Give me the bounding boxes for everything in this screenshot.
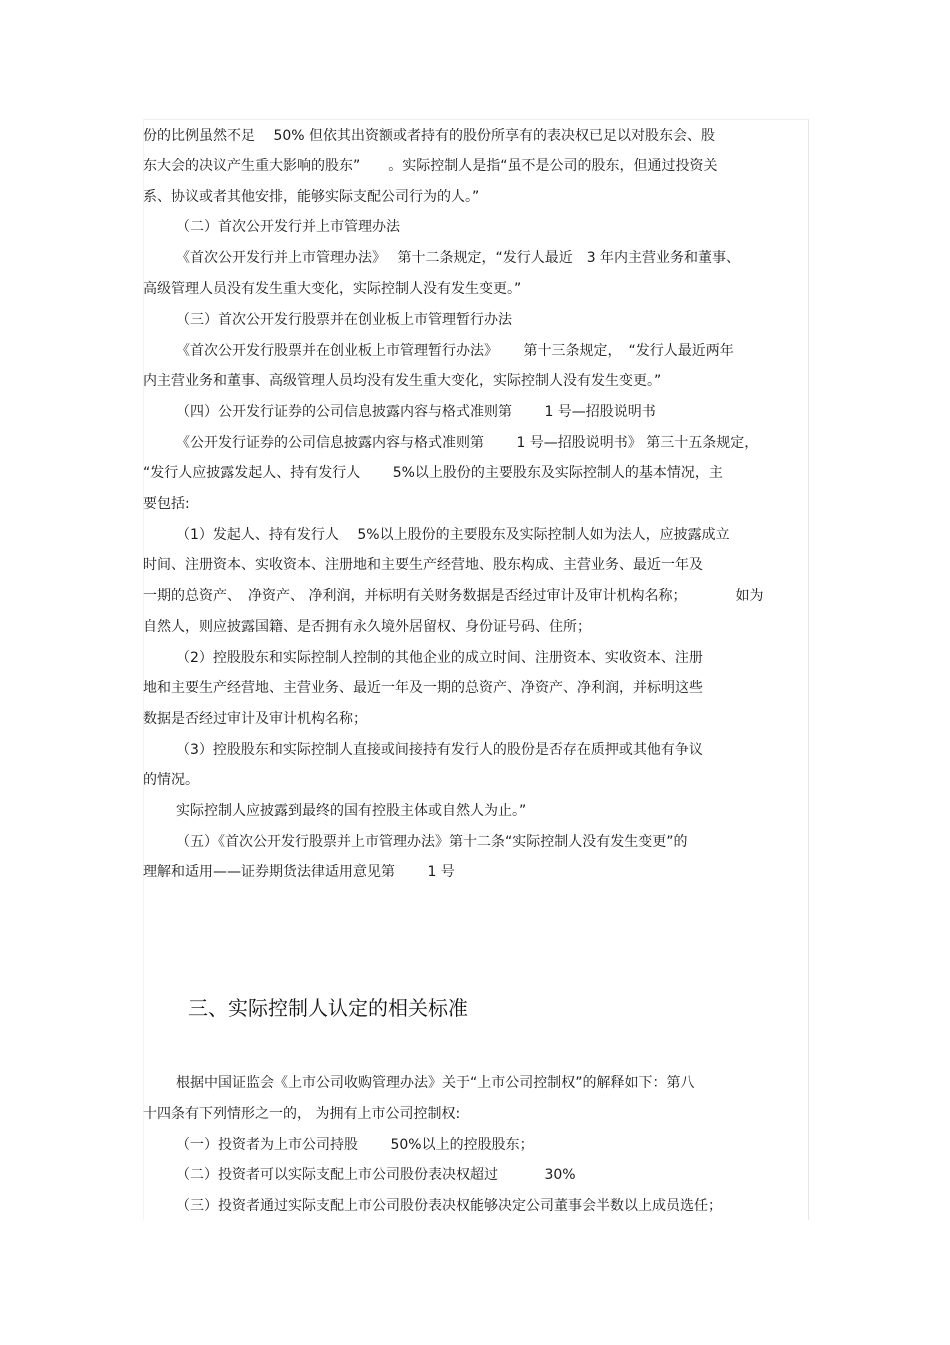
subsection-title: （三）首次公开发行股票并在创业板上市管理暂行办法 — [176, 312, 512, 328]
section-heading: 三、实际控制人认定的相关标准 — [188, 996, 468, 1020]
text-line: 时间、注册资本、实收资本、注册地和主要生产经营地、股东构成、主营业务、最近一年及 — [143, 557, 703, 573]
list-item: （1）发起人、持有发行人 5%以上股份的主要股东及实际控制人如为法人，应披露成立 — [176, 527, 730, 543]
text-line: 数据是否经过审计及审计机构名称； — [143, 711, 367, 727]
subsection-title: （五）《首次公开发行股票并上市管理办法》第十二条“实际控制人没有发生变更”的 — [176, 834, 688, 850]
text-line: 份的比例虽然不足 50% 但依其出资额或者持有的股份所享有的表决权已足以对股东会、股 — [143, 128, 716, 144]
text-line: 的情况。 — [143, 772, 199, 788]
subsection-title: （四）公开发行证券的公司信息披露内容与格式准则第 1 号—招股说明书 — [176, 404, 656, 420]
text-line: 内主营业务和董事、高级管理人员均没有发生重大变化，实际控制人没有发生变更。” — [143, 373, 662, 389]
text-line: 《公开发行证券的公司信息披露内容与格式准则第 1 号—招股说明书》 第三十五条规定， — [176, 435, 759, 451]
text-line: 要包括: — [143, 496, 190, 512]
text-line: 《首次公开发行并上市管理办法》 第十二条规定，“发行人最近 3 年内主营业务和董事、 — [176, 250, 741, 266]
text-line: 根据中国证监会《上市公司收购管理办法》关于“上市公司控制权”的解释如下：第八 — [176, 1075, 695, 1091]
text-line: 实际控制人应披露到最终的国有控股主体或自然人为止。” — [176, 803, 527, 819]
list-item: （3）控股股东和实际控制人直接或间接持有发行人的股份是否存在质押或其他有争议 — [176, 742, 703, 758]
text-line: 系、协议或者其他安排，能够实际支配公司行为的人。” — [143, 189, 480, 205]
text-line: “发行人应披露发起人、持有发行人 5%以上股份的主要股东及实际控制人的基本情况，主 — [143, 465, 723, 481]
text-line: 高级管理人员没有发生重大变化，实际控制人没有发生变更。” — [143, 281, 522, 297]
list-item: （一）投资者为上市公司持股 50%以上的控股股东； — [176, 1137, 534, 1153]
list-item: （2）控股股东和实际控制人控制的其他企业的成立时间、注册资本、实收资本、注册 — [176, 650, 703, 666]
text-line: 理解和适用——证券期货法律适用意见第 1 号 — [143, 864, 455, 880]
text-line: 自然人，则应披露国籍、是否拥有永久境外居留权、身份证号码、住所； — [143, 619, 591, 635]
subsection-title: （二）首次公开发行并上市管理办法 — [176, 219, 400, 235]
text-line: 一期的总资产、 净资产、 净利润，并标明有关财务数据是否经过审计及审计机构名称； 如为 — [143, 588, 764, 604]
list-item: （三）投资者通过实际支配上市公司股份表决权能够决定公司董事会半数以上成员选任； — [176, 1198, 722, 1214]
text-line: 十四条有下列情形之一的， 为拥有上市公司控制权: — [143, 1106, 461, 1122]
text-line: 东大会的决议产生重大影响的股东” 。实际控制人是指“虽不是公司的股东，但通过投资关 — [143, 158, 718, 174]
list-item: （二）投资者可以实际支配上市公司股份表决权超过 30% — [176, 1167, 576, 1183]
text-line: 《首次公开发行股票并在创业板上市管理暂行办法》 第十三条规定， “发行人最近两年 — [176, 343, 734, 359]
text-line: 地和主要生产经营地、主营业务、最近一年及一期的总资产、净资产、净利润，并标明这些 — [143, 680, 703, 696]
